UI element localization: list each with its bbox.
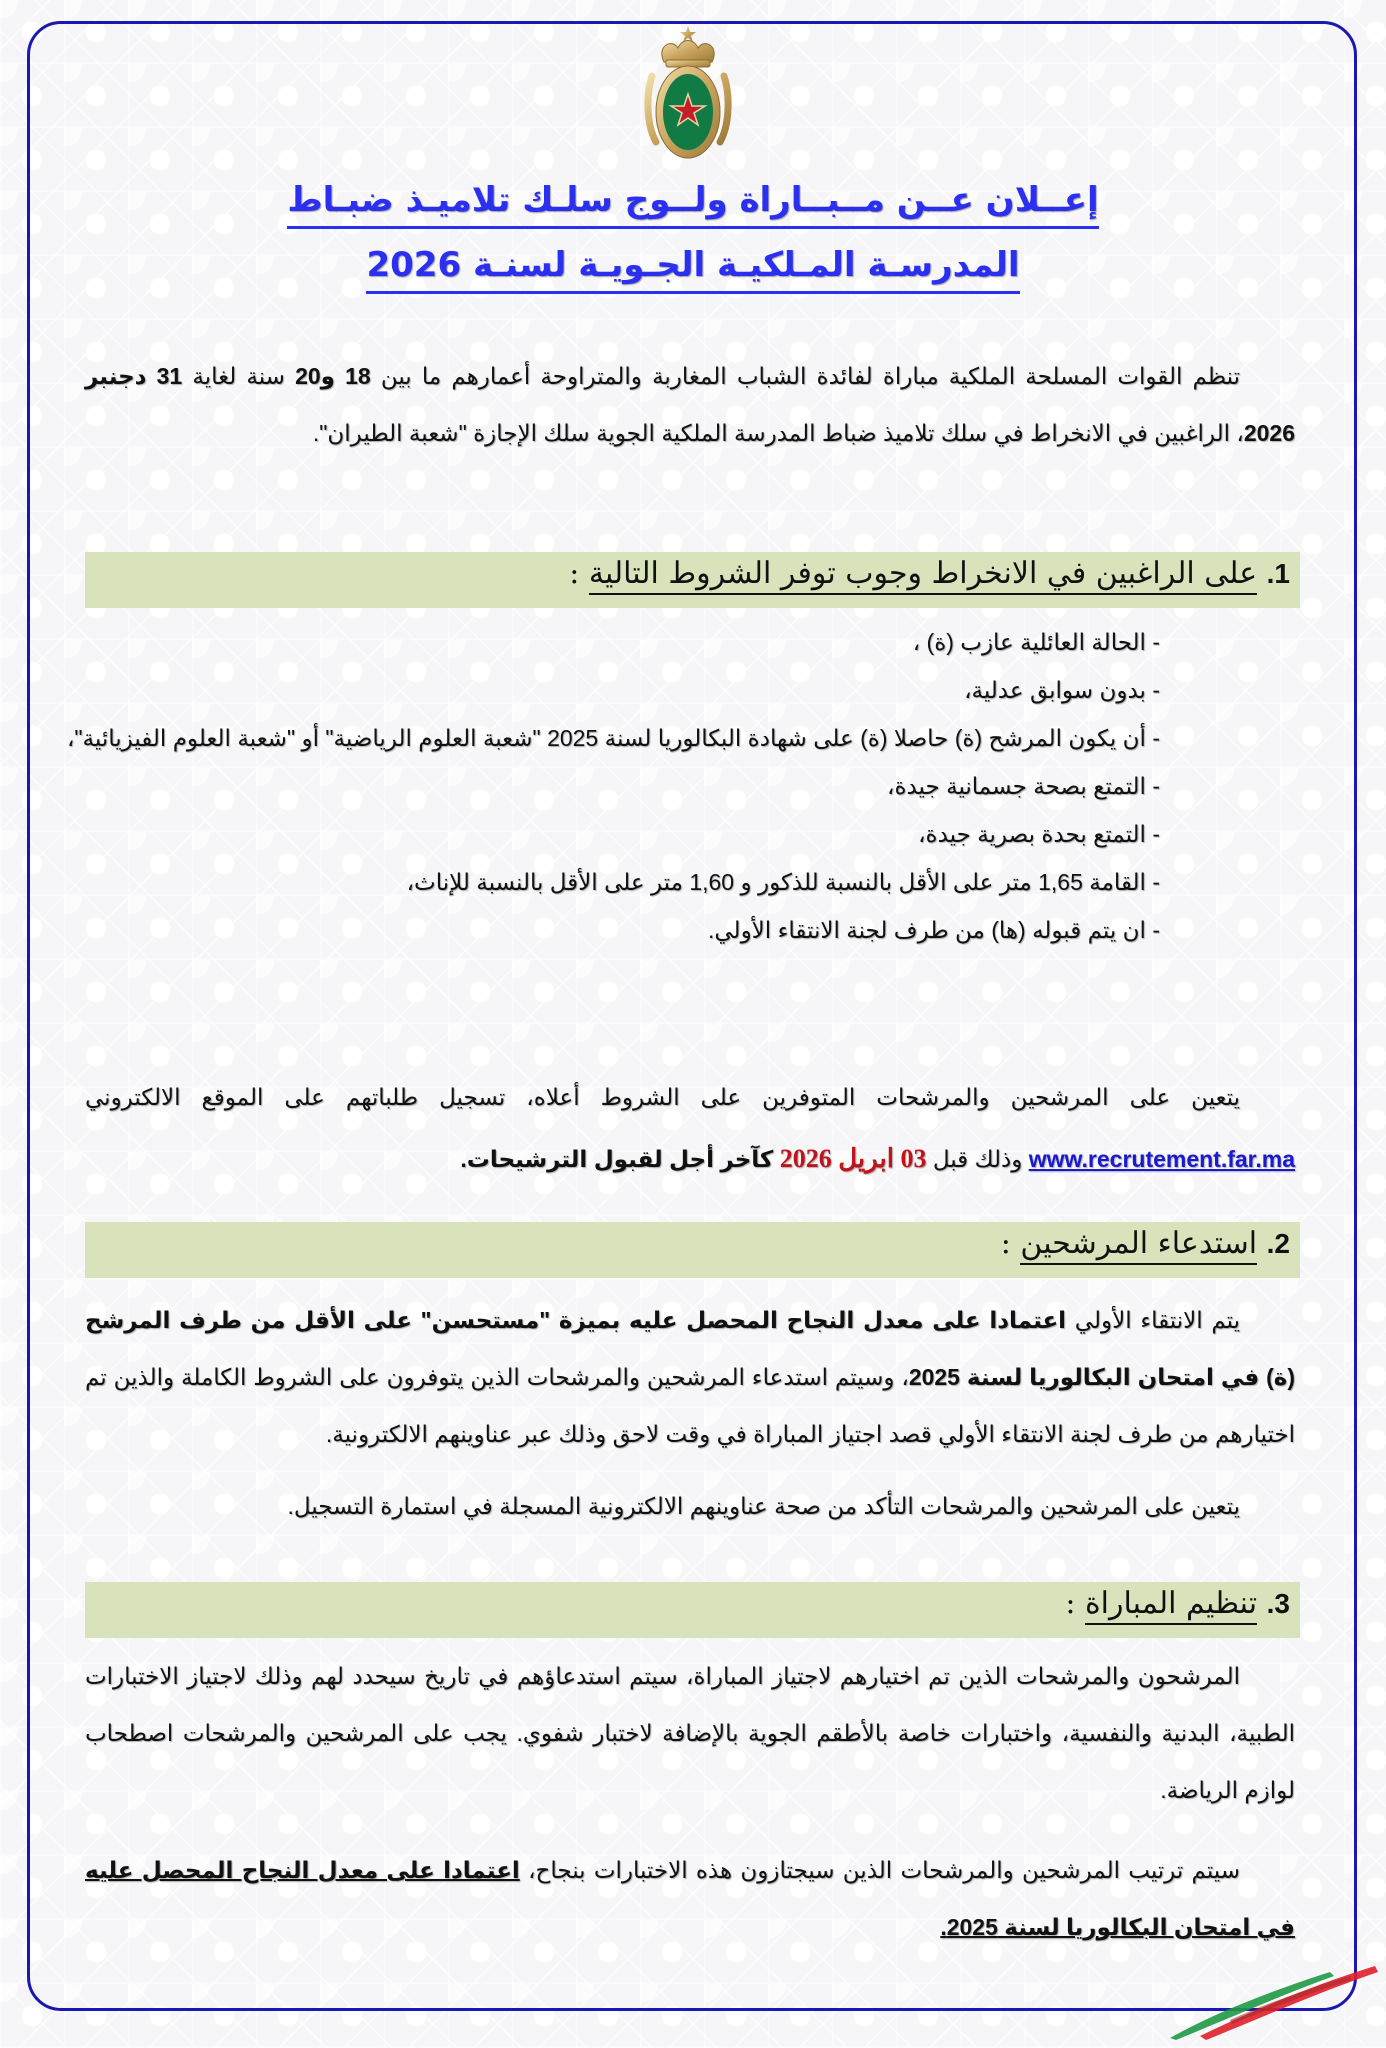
section-2-paragraph-2: يتعين على المرشحين والمرشحات التأكد من صحة عناوينهم الالكترونية المسجلة في استمارة التسجيل. — [287, 1493, 1240, 1519]
condition-item: - التمتع بحدة بصرية جيدة، — [918, 821, 1160, 847]
recruitment-website-link[interactable]: www.recrutement.far.ma — [1028, 1146, 1295, 1172]
condition-item: - الحالة العائلية عازب (ة) ، — [912, 629, 1160, 655]
moroccan-flag-ribbon-icon — [1160, 1960, 1380, 2040]
section-1-heading: على الراغبين في الانخراط وجوب توفر الشروط التالية — [589, 556, 1257, 595]
condition-item: - ان يتم قبوله (ها) من طرف لجنة الانتقاء الأولي. — [708, 917, 1160, 943]
condition-item: - القامة 1,65 متر على الأقل بالنسبة للذكور و 1,60 متر على الأقل بالنسبة للإناث، — [406, 869, 1160, 895]
intro-paragraph: تنظم القوات المسلحة الملكية مباراة لفائدة الشباب المغاربة والمتراوحة أعمارهم ما بين 18 و20 سنة لغاية 31 دجنبر 2026، الراغبين في الانخراط في سلك تلاميذ ضباط المدرسة الملكية الجوية سلك الإجازة "شعبة الطيران". — [85, 363, 1295, 446]
section-2-paragraph-1: يتم الانتقاء الأولي اعتمادا على معدل النجاح المحصل عليه بميزة "مستحسن" على الأقل من طرف المرشح (ة) في امتحان البكالوريا لسنة 2025، وسيتم استدعاء المرشحين والمرشحات الذين يتوفرون على الشروط الكاملة والذين تم اختيارهم من طرف لجنة الانتقاء الأولي قصد اجتياز المباراة في وقت لاحق وذلك عبر عناوينهم الالكترونية. — [85, 1307, 1295, 1447]
section-3-paragraph-2: سيتم ترتيب المرشحين والمرشحات الذين سيجتازون هذه الاختبارات بنجاح، اعتمادا على معدل النجاح المحصل عليه في امتحان البكالوريا لسنة 2025. — [85, 1857, 1295, 1940]
condition-item: - بدون سوابق عدلية، — [964, 677, 1160, 703]
royal-armed-forces-emblem-icon — [638, 24, 738, 164]
age-min: 18 — [345, 363, 371, 389]
conditions-list — [66, 618, 1160, 954]
section-3-heading: تنظيم المباراة — [1085, 1586, 1257, 1625]
application-deadline: 03 ابريل 2026 — [779, 1144, 927, 1173]
section-2-header: 2. استدعاء المرشحين : — [85, 1222, 1300, 1278]
age-max: 20 — [295, 363, 321, 389]
age-deadline: 31 دجنبر 2026 — [85, 363, 1295, 446]
section-3-header: 3. تنظيم المباراة : — [85, 1582, 1300, 1638]
section-1-header: 1. على الراغبين في الانخراط وجوب توفر الشروط التالية : — [85, 552, 1300, 608]
announcement-title-line-2: المدرسـة المـلكيـة الجـويـة لسنـة 2026 — [0, 245, 1386, 294]
announcement-title-line-1: إعــلان عــن مــبــاراة ولــوج سلـك تلاميـذ ضبـاط — [0, 180, 1386, 229]
condition-item: - أن يكون المرشح (ة) حاصلا (ة) على شهادة البكالوريا لسنة 2025 "شعبة العلوم الرياضية" أو "شعبة العلوم الفيزيائية"، — [66, 725, 1160, 751]
section-3-paragraph-1: المرشحون والمرشحات الذين تم اختيارهم لاجتياز المباراة، سيتم استدعاؤهم في تاريخ سيحدد لهم وذلك لاجتياز الاختبارات الطبية، البدنية والنفسية، واختبارات خاصة بالأطقم الجوية بالإضافة لاختبار شفوي. يجب على المرشحين والمرشحات اصطحاب لوازم الرياضة. — [85, 1663, 1295, 1803]
condition-item: - التمتع بصحة جسمانية جيدة، — [887, 773, 1160, 799]
section-2-heading: استدعاء المرشحين — [1020, 1226, 1257, 1265]
registration-paragraph: يتعين على المرشحين والمرشحات المتوفرين على الشروط أعلاه، تسجيل طلباتهم على الموقع الالكتروني www.recrutement.far.ma وذلك قبل 03 ابريل 2026 كآخر أجل لقبول الترشيحات. — [85, 1084, 1295, 1173]
